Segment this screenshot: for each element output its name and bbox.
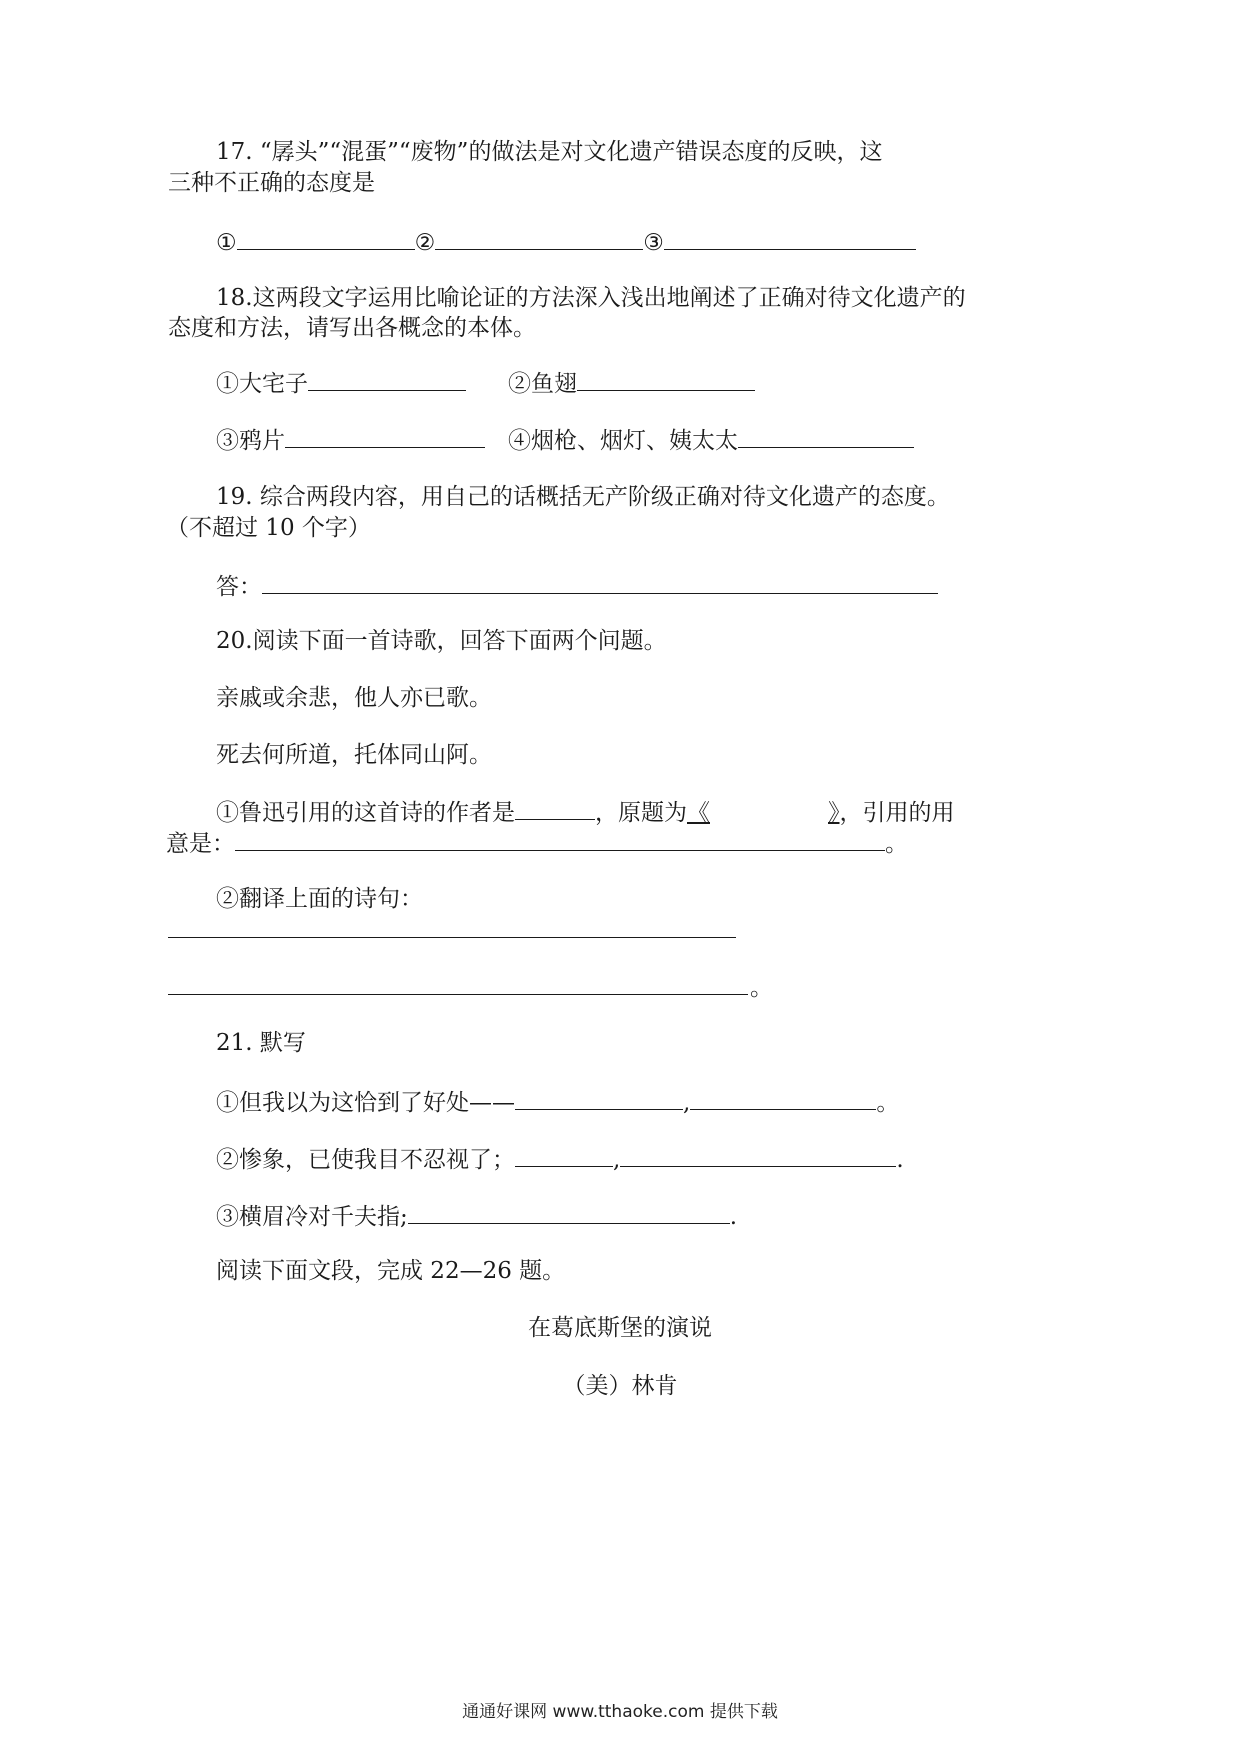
q21-line2-end: . [896, 1147, 904, 1173]
q20-sub1-text-d: 意是： [166, 831, 235, 857]
q20-translation-line-2[interactable] [168, 994, 748, 995]
page-footer: 通通好课网 www.tthaoke.com 提供下载 [462, 1702, 778, 1722]
q18-item-1 [216, 368, 466, 399]
q18-item-3-label: ③鸦片 [216, 428, 285, 454]
q18-item-2 [508, 368, 755, 399]
q21-line2-blank-1[interactable] [515, 1144, 613, 1167]
q20-sub2: ②翻译上面的诗句： [216, 886, 423, 912]
q21-line2-blank-2[interactable] [620, 1144, 896, 1167]
q18-item-1-label: ①大宅子 [216, 371, 308, 397]
q17-blank-3[interactable] [664, 227, 916, 250]
q18-blank-4[interactable] [738, 425, 914, 448]
q20-sub1-end: 。 [885, 831, 908, 857]
q18-blank-3[interactable] [285, 425, 485, 448]
q20-intent-blank[interactable] [235, 828, 885, 851]
q17-marker-3: ③ [643, 230, 664, 256]
q21-line1 [216, 1087, 899, 1118]
q20-author-blank[interactable] [515, 797, 595, 820]
q18-item-2-label: ②鱼翅 [508, 371, 577, 397]
q18-blank-1[interactable] [308, 368, 466, 391]
q21-line2 [216, 1144, 904, 1175]
q20-sub1-text-a: ①鲁迅引用的这首诗的作者是 [216, 800, 515, 826]
q17-blank-1[interactable] [237, 227, 415, 250]
q19-line2: （不超过 10 个字） [166, 515, 371, 541]
q21-line3-end: . [729, 1204, 738, 1230]
q20-poem-line2: 死去何所道，托体同山阿。 [216, 742, 492, 768]
q17-line1: 17. “孱头”“混蛋”“废物”的做法是对文化遗产错误态度的反映，这 [216, 139, 883, 165]
q20-title-close: 》 [828, 800, 840, 826]
q19-line1: 19. 综合两段内容，用自己的话概括无产阶级正确对待文化遗产的态度。 [216, 484, 950, 510]
q20-sub1-line2 [166, 828, 908, 859]
q20-prompt: 20.阅读下面一首诗歌，回答下面两个问题。 [216, 628, 667, 654]
q20-sub1-line1 [216, 797, 955, 828]
q17-marker-2: ② [414, 230, 436, 256]
reading-intro: 阅读下面文段，完成 22—26 题。 [216, 1258, 566, 1284]
q20-title-underlined [687, 800, 840, 826]
q21-prompt: 21. 默写 [216, 1030, 306, 1056]
q18-item-3 [216, 425, 485, 456]
q18-item-4 [508, 425, 914, 456]
q21-line3-text: ③横眉冷对千夫指; [216, 1204, 408, 1230]
q20-title-open: 《 [687, 800, 710, 826]
q21-line1-comma: , [683, 1090, 691, 1116]
q21-line1-text: ①但我以为这恰到了好处—— [216, 1090, 515, 1116]
reading-title: 在葛底斯堡的演说 [528, 1315, 712, 1341]
q21-line1-end: 。 [876, 1090, 900, 1116]
q17-blank-2[interactable] [435, 227, 643, 250]
q18-line1: 18.这两段文字运用比喻论证的方法深入浅出地阐述了正确对待文化遗产的 [216, 285, 966, 311]
q19-answer-row [216, 571, 938, 602]
q21-line1-blank-2[interactable] [690, 1087, 876, 1110]
reading-author: （美）林肯 [562, 1373, 678, 1399]
q20-poem-line1: 亲戚或余悲，他人亦已歌。 [216, 685, 492, 711]
q20-translation-end: 。 [750, 975, 773, 1001]
q20-sub1-text-b: ，原题为 [595, 800, 687, 826]
q21-line1-blank-1[interactable] [515, 1087, 683, 1110]
q21-line2-text: ②惨象，已使我目不忍视了； [216, 1147, 515, 1173]
q17-marker-1: ① [216, 230, 237, 256]
q18-line2: 态度和方法，请写出各概念的本体。 [168, 315, 536, 341]
q17-line2: 三种不正确的态度是 [168, 170, 375, 196]
q21-line3-blank[interactable] [408, 1201, 730, 1224]
q20-sub1-text-c: ，引用的用 [839, 800, 955, 826]
q19-answer-label: 答： [216, 574, 262, 600]
q21-line2-comma: , [613, 1147, 621, 1173]
q21-line3 [216, 1201, 737, 1232]
q20-translation-line-1[interactable] [168, 937, 736, 938]
q17-answer-row [216, 227, 916, 258]
q19-answer-blank[interactable] [262, 571, 938, 594]
q18-blank-2[interactable] [577, 368, 755, 391]
q18-item-4-label: ④烟枪、烟灯、姨太太 [508, 428, 738, 454]
